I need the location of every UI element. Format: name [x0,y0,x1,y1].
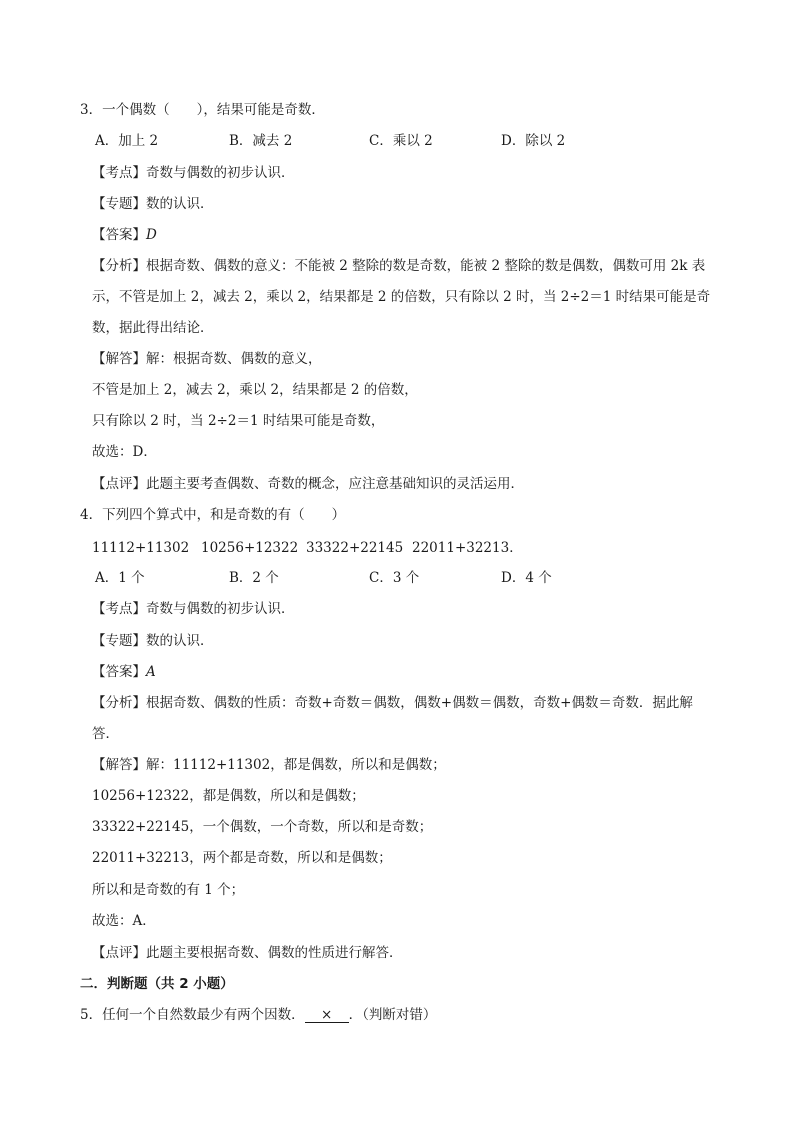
q5-stem-suffix: ．（判断对错） [348,1007,437,1023]
q4-stem: 4．下列四个算式中，和是奇数的有（ ） [80,507,346,523]
jieda-tag: 【解答】 [92,351,146,367]
q4-option-a: A．1 个 [95,570,145,586]
q4-kaodian-text: 奇数与偶数的初步认识． [146,601,295,617]
q3-option-c: C．乘以 2 [369,133,433,149]
q4-option-c: C．3 个 [369,570,420,586]
q3-dianping-text: 此题主要考查偶数、奇数的概念，应注意基础知识的灵活运用． [146,476,524,492]
zhuanti-tag: 【专题】 [92,633,146,649]
q4-dianping-text: 此题主要根据奇数、偶数的性质进行解答． [146,945,403,961]
kaodian-tag: 【考点】 [92,601,146,617]
q4-daan [92,663,156,681]
daan-tag: 【答案】 [92,664,146,680]
q3-dianping [92,475,524,493]
q3-option-d: D．除以 2 [501,133,566,149]
q4-jieda-1 [92,756,446,774]
q4-jieda-6: 故选：A． [92,913,156,929]
q5-stem-text: 5．任何一个自然数最少有两个因数． [80,1007,305,1023]
fenxi-tag: 【分析】 [92,695,146,711]
q3-kaodian [92,164,295,182]
q4-zhuanti-text: 数的认识． [146,633,214,649]
q4-jieda-text-1: 解：11112+11302，都是偶数，所以和是偶数； [146,757,446,773]
q3-jieda-2: 不管是加上 2，减去 2，乘以 2，结果都是 2 的倍数， [92,382,418,398]
q3-daan [92,226,157,244]
q5-stem [80,1006,436,1024]
q3-jieda-text-1: 解：根据奇数、偶数的意义， [146,351,322,367]
q3-jieda-3: 只有除以 2 时，当 2÷2＝1 时结果可能是奇数， [92,413,385,429]
q3-jieda-4: 故选：D． [92,444,157,460]
q3-fenxi-1 [92,257,705,275]
q3-zhuanti-text: 数的认识． [146,196,214,212]
q4-option-b: B．2 个 [229,570,279,586]
section-heading: 二．判断题（共 2 小题） [80,976,234,992]
q5-answer-blank: × [305,1008,349,1023]
zhuanti-tag: 【专题】 [92,196,146,212]
q3-daan-text: D [146,227,157,243]
q3-fenxi-2: 示，不管是加上 2，减去 2，乘以 2，结果都是 2 的倍数，只有除以 2 时，当 2÷2＝1 时结果可能是奇 [92,289,711,305]
q4-expr-2: 10256+12322 [201,540,299,556]
q4-fenxi-text-1: 根据奇数、偶数的性质：奇数+奇数＝偶数，偶数+偶数＝偶数，奇数+偶数＝奇数．据此解 [146,695,693,711]
q4-expr-3: 33322+22145 [306,540,404,556]
q3-jieda-1 [92,350,322,368]
daan-tag: 【答案】 [92,227,146,243]
q4-dianping [92,944,403,962]
q4-zhuanti [92,632,214,650]
q4-jieda-3: 33322+22145，一个偶数，一个奇数，所以和是奇数； [92,819,433,835]
q4-jieda-4: 22011+32213，两个都是奇数，所以和是偶数； [92,850,392,866]
q4-jieda-2: 10256+12322，都是偶数，所以和是偶数； [92,788,365,804]
q4-jieda-5: 所以和是奇数的有 1 个； [92,882,245,898]
q3-kaodian-text: 奇数与偶数的初步认识． [146,165,295,181]
q4-kaodian [92,600,295,618]
q3-fenxi-text-1: 根据奇数、偶数的意义：不能被 2 整除的数是奇数，能被 2 整除的数是偶数，偶数可用 2k 表 [146,258,706,274]
dianping-tag: 【点评】 [92,476,146,492]
q3-option-b: B．减去 2 [229,133,293,149]
q4-option-d: D．4 个 [501,570,552,586]
q4-daan-text: A [146,664,156,680]
kaodian-tag: 【考点】 [92,165,146,181]
q4-expr-1: 11112+11302 [92,540,190,556]
q3-option-a: A．加上 2 [95,133,159,149]
fenxi-tag: 【分析】 [92,258,146,274]
jieda-tag: 【解答】 [92,757,146,773]
q3-stem: 3．一个偶数（ ），结果可能是奇数． [80,102,325,118]
q3-fenxi-3: 数，据此得出结论． [92,320,214,336]
q4-fenxi-2: 答． [92,726,119,742]
q4-fenxi-1 [92,694,693,712]
q3-zhuanti [92,195,214,213]
q4-expr-4: 22011+32213． [412,540,523,556]
dianping-tag: 【点评】 [92,945,146,961]
